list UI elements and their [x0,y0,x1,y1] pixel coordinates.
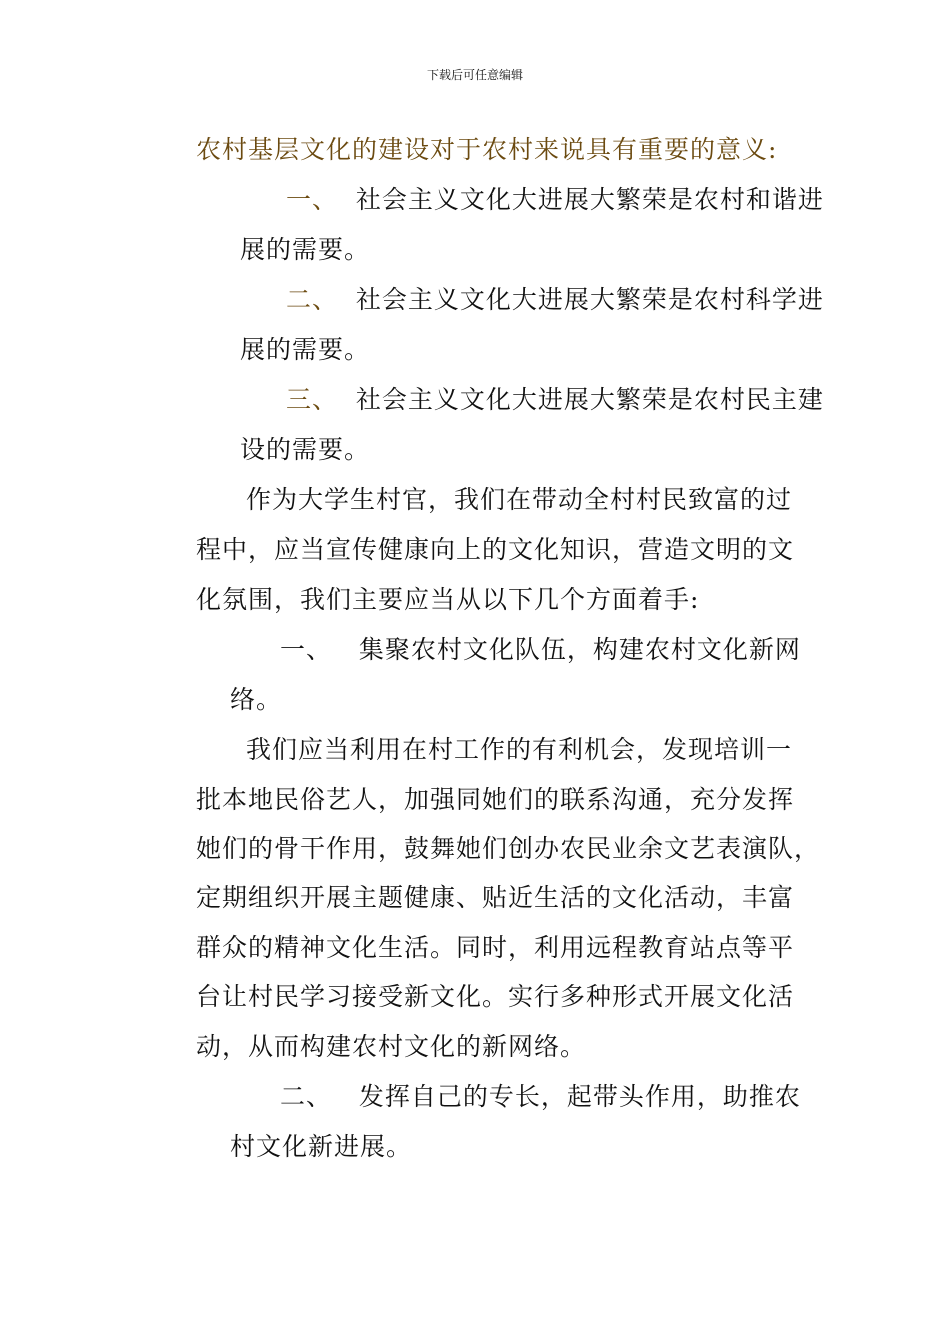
significance-item-2-cont: 展的需要。 [240,335,371,364]
significance-item-3 [286,383,824,417]
item-number: 一、 [286,185,339,214]
body-line: 我们应当利用在村工作的有利机会，发现培训一 [246,735,793,764]
body-line: 定期组织开展主题健康、贴近生活的文化活动，丰富 [196,883,795,912]
intro-line: 作为大学生村官，我们在带动全村村民致富的过 [246,485,793,514]
body-line: 动，从而构建农村文化的新网络。 [196,1032,587,1061]
item-text: 社会主义文化大进展大繁荣是农村民主建 [355,385,824,414]
heading: 农村基层文化的建设对于农村来说具有重要的意义: [196,135,778,164]
significance-item-1-cont: 展的需要。 [240,235,371,264]
measure-text: 发挥自己的专长，起带头作用，助推农 [358,1082,801,1111]
body-line: 台让村民学习接受新文化。实行多种形式开展文化活 [196,982,795,1011]
intro-line: 程中，应当宣传健康向上的文化知识，营造文明的文 [196,535,795,564]
significance-item-1 [286,183,824,217]
body-line: 她们的骨干作用，鼓舞她们创办农民业余文艺表演队， [196,834,821,863]
significance-item-3-cont: 设的需要。 [240,435,371,464]
item-text: 社会主义文化大进展大繁荣是农村和谐进 [355,185,824,214]
measure-number: 二、 [280,1082,333,1111]
item-number: 二、 [286,285,339,314]
intro-line: 化氛围，我们主要应当从以下几个方面着手: [196,585,700,614]
header-note: 下载后可任意编辑 [426,68,523,82]
measure-2-heading [280,1080,801,1114]
body-line: 群众的精神文化生活。同时，利用远程教育站点等平 [196,933,795,962]
measure-2-heading-cont: 村文化新进展。 [230,1132,413,1161]
significance-item-2 [286,283,824,317]
body-line: 批本地民俗艺人，加强同她们的联系沟通，充分发挥 [196,785,795,814]
measure-1-heading [280,633,801,667]
item-text: 社会主义文化大进展大繁荣是农村科学进 [355,285,824,314]
measure-number: 一、 [280,635,333,664]
measure-text: 集聚农村文化队伍，构建农村文化新网 [358,635,801,664]
measure-1-heading-cont: 络。 [230,685,283,714]
item-number: 三、 [286,385,339,414]
